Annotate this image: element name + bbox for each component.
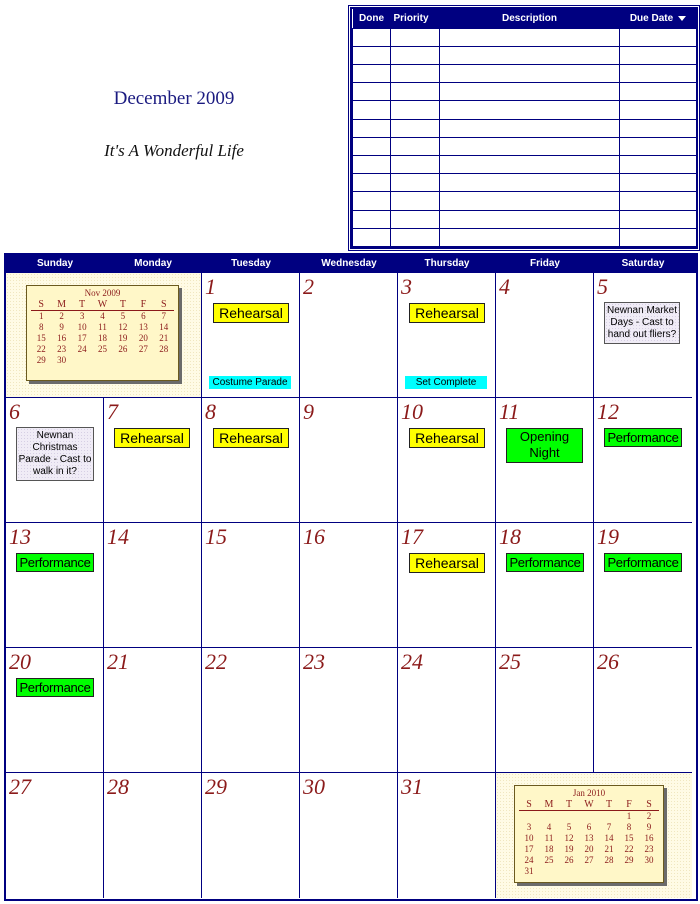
mini-calendar-week: [519, 822, 659, 833]
task-cell[interactable]: [440, 174, 620, 192]
mini-day: 9: [646, 822, 652, 832]
mini-day: 10: [524, 833, 534, 843]
task-row[interactable]: [353, 28, 697, 46]
mini-day: 6: [141, 311, 146, 321]
day-number: 29: [205, 774, 227, 799]
mini-day: 22: [36, 344, 46, 354]
day-cell-31[interactable]: [398, 773, 496, 898]
mini-day: 11: [544, 833, 554, 843]
mini-day: 1: [626, 811, 632, 821]
mini-day: 2: [59, 311, 64, 321]
mini-day: [113, 355, 133, 366]
mini-day: [579, 811, 599, 822]
mini-day: 5: [566, 822, 572, 832]
task-cell[interactable]: [440, 64, 620, 82]
mini-weekday: W: [97, 299, 108, 310]
day-cell-10[interactable]: [398, 398, 496, 523]
mini-day: 23: [57, 344, 67, 354]
mini-day: 14: [604, 833, 614, 843]
day-cell-23[interactable]: [300, 648, 398, 773]
task-cell[interactable]: [620, 155, 697, 173]
task-cell[interactable]: [440, 83, 620, 101]
mini-day: 22: [624, 844, 634, 854]
weekday-wednesday: Wednesday: [321, 258, 377, 269]
day-cell-20[interactable]: [6, 648, 104, 773]
event-newnan-christmas-parade[interactable]: Newnan Christmas Parade - Cast to walk in it?: [16, 427, 94, 481]
day-cell-30[interactable]: [300, 773, 398, 898]
task-cell[interactable]: [353, 46, 391, 64]
day-number: 11: [499, 399, 520, 424]
task-cell[interactable]: [620, 64, 697, 82]
day-number: 16: [303, 524, 325, 549]
mini-day: 10: [77, 322, 87, 332]
task-row[interactable]: [353, 155, 697, 173]
mini-day: 24: [77, 344, 87, 354]
task-cell[interactable]: [440, 137, 620, 155]
event-performance[interactable]: Performance: [16, 678, 94, 697]
weekday-tuesday: Tuesday: [231, 258, 271, 269]
mini-day: 4: [546, 822, 552, 832]
task-cell[interactable]: [353, 83, 391, 101]
task-cell[interactable]: [440, 210, 620, 228]
mini-day: 18: [97, 333, 107, 343]
task-cell[interactable]: [620, 101, 697, 119]
weekday-sunday: Sunday: [36, 258, 74, 269]
mini-calendar-week: [519, 866, 659, 877]
mini-day: 20: [138, 333, 148, 343]
task-cell[interactable]: [391, 192, 440, 210]
mini-weekday: F: [626, 799, 632, 810]
task-row[interactable]: [353, 46, 697, 64]
day-number: 5: [597, 274, 608, 299]
mini-day: [579, 866, 599, 877]
day-cell-4[interactable]: [496, 273, 594, 398]
task-cell[interactable]: [353, 28, 391, 46]
task-cell[interactable]: [391, 101, 440, 119]
task-row[interactable]: [353, 228, 697, 246]
day-cell-13[interactable]: [6, 523, 104, 648]
task-row[interactable]: [353, 119, 697, 137]
mini-calendar-title: Nov 2009: [84, 288, 121, 298]
mini-day: 12: [118, 322, 128, 332]
task-row[interactable]: [353, 210, 697, 228]
mini-calendar-title: Jan 2010: [572, 788, 606, 798]
mini-day: 27: [584, 855, 594, 865]
day-cell-6[interactable]: [6, 398, 104, 523]
event-performance[interactable]: Performance: [506, 553, 584, 572]
mini-day: 30: [57, 355, 67, 365]
mini-day: 15: [624, 833, 634, 843]
task-cell[interactable]: [620, 46, 697, 64]
mini-day: 11: [98, 322, 107, 332]
task-cell[interactable]: [620, 119, 697, 137]
mini-day: 8: [38, 322, 44, 332]
mini-day: [619, 866, 639, 877]
mini-day: 25: [97, 344, 107, 354]
mini-day: 15: [36, 333, 46, 343]
mini-calendar-week: [519, 844, 659, 855]
event-performance[interactable]: Performance: [604, 553, 682, 572]
day-cell-15[interactable]: [202, 523, 300, 648]
day-number: 9: [303, 399, 314, 424]
mini-day: [559, 811, 579, 822]
task-cell[interactable]: [391, 46, 440, 64]
day-cell-2[interactable]: [300, 273, 398, 398]
day-number: 21: [107, 649, 129, 674]
mini-day: [639, 866, 659, 877]
mini-day: 2: [646, 811, 652, 821]
task-cell[interactable]: [391, 137, 440, 155]
event-set-complete[interactable]: Set Complete: [405, 376, 487, 389]
mini-day: [519, 811, 539, 822]
task-col-priority[interactable]: Priority: [391, 9, 440, 28]
day-cell-11[interactable]: [496, 398, 594, 523]
dropdown-arrow-icon[interactable]: [678, 16, 686, 21]
task-cell[interactable]: [353, 64, 391, 82]
mini-day: 26: [564, 855, 574, 865]
mini-day: 28: [159, 344, 169, 354]
event-rehearsal[interactable]: Rehearsal: [409, 553, 485, 573]
day-number: 4: [499, 274, 510, 299]
mini-day: 28: [604, 855, 614, 865]
task-cell[interactable]: [353, 137, 391, 155]
day-number: 22: [205, 649, 227, 674]
day-number: 20: [9, 649, 31, 674]
task-row[interactable]: [353, 192, 697, 210]
mini-weekday: M: [544, 799, 554, 810]
task-cell[interactable]: [440, 228, 620, 246]
task-col-due-date[interactable]: [620, 9, 697, 28]
empty-day-cell: [496, 773, 692, 898]
mini-day: 31: [524, 866, 534, 876]
mini-weekday: M: [57, 299, 67, 310]
event-rehearsal[interactable]: Rehearsal: [409, 428, 485, 448]
mini-day: 18: [544, 844, 554, 854]
task-cell[interactable]: [353, 210, 391, 228]
mini-day: 13: [584, 833, 594, 843]
mini-day: 20: [584, 844, 594, 854]
task-cell[interactable]: [440, 119, 620, 137]
day-number: 8: [205, 399, 216, 424]
mini-day: 21: [159, 333, 169, 343]
task-cell[interactable]: [353, 119, 391, 137]
task-cell[interactable]: [440, 155, 620, 173]
task-row[interactable]: [353, 137, 697, 155]
mini-day: 23: [644, 844, 654, 854]
mini-weekday: S: [38, 299, 44, 310]
mini-day: 21: [604, 844, 614, 854]
mini-calendar-week: [31, 311, 174, 322]
weekday-header: [6, 255, 696, 273]
task-row[interactable]: [353, 83, 697, 101]
mini-calendar-week: [519, 855, 659, 866]
mini-weekday: F: [140, 299, 147, 310]
day-cell-29[interactable]: [202, 773, 300, 898]
mini-calendar-week: [519, 811, 659, 822]
mini-day: 5: [120, 311, 126, 321]
task-cell[interactable]: [440, 101, 620, 119]
event-rehearsal[interactable]: Rehearsal: [114, 428, 190, 448]
day-number: 17: [401, 524, 423, 549]
mini-calendar-next: [514, 785, 664, 883]
day-number: 13: [9, 524, 31, 549]
day-number: 10: [401, 399, 423, 424]
event-newnan-market-days[interactable]: Newnan Market Days - Cast to hand out fliers?: [604, 302, 680, 344]
task-row[interactable]: [353, 101, 697, 119]
mini-day: [539, 811, 559, 822]
event-rehearsal[interactable]: Rehearsal: [213, 428, 289, 448]
mini-day: 29: [36, 355, 46, 365]
day-cell-22[interactable]: [202, 648, 300, 773]
event-opening-night[interactable]: Opening Night: [506, 428, 583, 463]
mini-day: 16: [57, 333, 67, 343]
task-cell[interactable]: [440, 192, 620, 210]
day-cell-5[interactable]: [594, 273, 692, 398]
mini-day: 1: [38, 311, 44, 321]
day-number: 27: [9, 774, 31, 799]
mini-weekday: T: [565, 799, 573, 810]
day-cell-9[interactable]: [300, 398, 398, 523]
mini-day: 30: [644, 855, 654, 865]
mini-calendar-week: [519, 833, 659, 844]
mini-weekday: T: [605, 799, 613, 810]
task-col-done[interactable]: Done: [353, 9, 391, 28]
mini-calendar-week: [31, 355, 174, 366]
day-cell-18[interactable]: [496, 523, 594, 648]
event-costume-parade[interactable]: Costume Parade: [209, 376, 291, 389]
task-cell[interactable]: [620, 83, 697, 101]
mini-day: 24: [524, 855, 534, 865]
mini-calendar-week: [31, 333, 174, 344]
event-performance[interactable]: Performance: [16, 553, 94, 572]
day-number: 31: [401, 774, 423, 799]
mini-day: 4: [100, 311, 105, 321]
task-row[interactable]: [353, 64, 697, 82]
day-cell-26[interactable]: [594, 648, 692, 773]
task-cell[interactable]: [391, 155, 440, 173]
page-header: [0, 0, 700, 252]
task-cell[interactable]: [391, 28, 440, 46]
page-subtitle: It's A Wonderful Life: [104, 141, 244, 160]
mini-weekday: S: [646, 799, 652, 810]
day-number: 12: [597, 399, 619, 424]
task-cell[interactable]: [353, 155, 391, 173]
mini-day: 14: [159, 322, 169, 332]
page-title: December 2009: [113, 88, 235, 109]
mini-weekday: S: [526, 799, 532, 810]
weekday-friday: Friday: [529, 258, 560, 269]
empty-day-cell: [6, 273, 202, 398]
mini-calendar-prev: [26, 285, 179, 381]
calendar-grid: [6, 273, 696, 898]
mini-day: 8: [626, 822, 632, 832]
mini-calendar-weekdays: [519, 799, 659, 811]
day-number: 14: [107, 524, 129, 549]
day-number: 3: [401, 274, 412, 299]
mini-calendar-week: [31, 322, 174, 333]
day-number: 15: [205, 524, 227, 549]
mini-day: 26: [118, 344, 128, 354]
event-rehearsal[interactable]: Rehearsal: [213, 303, 289, 323]
day-cell-7[interactable]: [104, 398, 202, 523]
task-cell[interactable]: [353, 192, 391, 210]
task-cell[interactable]: [620, 228, 697, 246]
task-col-due-date-label: Due Date: [629, 12, 674, 24]
day-cell-3[interactable]: [398, 273, 496, 398]
day-cell-12[interactable]: [594, 398, 692, 523]
day-number: 24: [401, 649, 423, 674]
mini-day: 16: [644, 833, 654, 843]
day-cell-16[interactable]: [300, 523, 398, 648]
mini-day: 19: [118, 333, 128, 343]
day-cell-19[interactable]: [594, 523, 692, 648]
day-number: 30: [303, 774, 325, 799]
task-cell[interactable]: [440, 28, 620, 46]
task-cell[interactable]: [353, 174, 391, 192]
day-cell-25[interactable]: [496, 648, 594, 773]
task-cell[interactable]: [391, 83, 440, 101]
mini-day: 17: [524, 844, 534, 854]
mini-day: 12: [564, 833, 574, 843]
mini-day: 13: [138, 322, 148, 332]
day-number: 26: [597, 649, 619, 674]
task-cell[interactable]: [391, 119, 440, 137]
task-cell[interactable]: [391, 228, 440, 246]
mini-day: [133, 355, 153, 366]
task-table: [350, 7, 698, 249]
day-cell-1[interactable]: [202, 273, 300, 398]
task-cell[interactable]: [620, 174, 697, 192]
mini-day: 29: [624, 855, 634, 865]
event-rehearsal[interactable]: Rehearsal: [409, 303, 485, 323]
day-number: 25: [499, 649, 521, 674]
mini-day: 27: [138, 344, 148, 354]
mini-day: [154, 355, 174, 366]
day-number: 28: [107, 774, 129, 799]
month-calendar: [4, 253, 698, 901]
task-cell[interactable]: [391, 210, 440, 228]
mini-day: [559, 866, 579, 877]
day-number: 6: [9, 399, 20, 424]
task-col-description[interactable]: Description: [440, 9, 620, 28]
day-cell-14[interactable]: [104, 523, 202, 648]
mini-day: [539, 866, 559, 877]
day-cell-24[interactable]: [398, 648, 496, 773]
mini-day: 7: [606, 822, 612, 832]
mini-day: 3: [526, 822, 532, 832]
task-cell[interactable]: [353, 101, 391, 119]
weekday-saturday: Saturday: [621, 258, 665, 269]
mini-weekday: T: [119, 299, 126, 310]
day-number: 2: [303, 274, 314, 299]
day-number: 18: [499, 524, 521, 549]
task-cell[interactable]: [620, 28, 697, 46]
mini-day: 3: [79, 311, 85, 321]
day-number: 19: [597, 524, 619, 549]
mini-day: [599, 811, 619, 822]
day-cell-17[interactable]: [398, 523, 496, 648]
task-row[interactable]: [353, 174, 697, 192]
task-cell[interactable]: [353, 228, 391, 246]
day-cell-28[interactable]: [104, 773, 202, 898]
day-cell-27[interactable]: [6, 773, 104, 898]
mini-weekday: S: [161, 299, 167, 310]
event-performance[interactable]: Performance: [604, 428, 682, 447]
task-cell[interactable]: [620, 192, 697, 210]
mini-day: 7: [161, 311, 167, 321]
mini-day: [599, 866, 619, 877]
mini-day: 17: [77, 333, 87, 343]
weekday-thursday: Thursday: [424, 258, 470, 269]
day-number: 7: [107, 399, 118, 424]
day-number: 23: [303, 649, 325, 674]
mini-day: 19: [564, 844, 574, 854]
mini-day: [72, 355, 92, 366]
day-number: 1: [205, 274, 216, 299]
weekday-monday: Monday: [134, 258, 172, 269]
task-cell[interactable]: [391, 174, 440, 192]
day-cell-21[interactable]: [104, 648, 202, 773]
mini-day: [92, 355, 112, 366]
task-cell[interactable]: [620, 137, 697, 155]
task-cell[interactable]: [440, 46, 620, 64]
mini-day: 25: [544, 855, 554, 865]
mini-calendar-week: [31, 344, 174, 355]
mini-day: 6: [586, 822, 592, 832]
mini-day: 9: [59, 322, 64, 332]
task-cell[interactable]: [620, 210, 697, 228]
mini-weekday: T: [79, 299, 86, 310]
mini-calendar-weekdays: [31, 299, 174, 311]
mini-weekday: W: [584, 799, 594, 810]
day-cell-8[interactable]: [202, 398, 300, 523]
task-cell[interactable]: [391, 64, 440, 82]
